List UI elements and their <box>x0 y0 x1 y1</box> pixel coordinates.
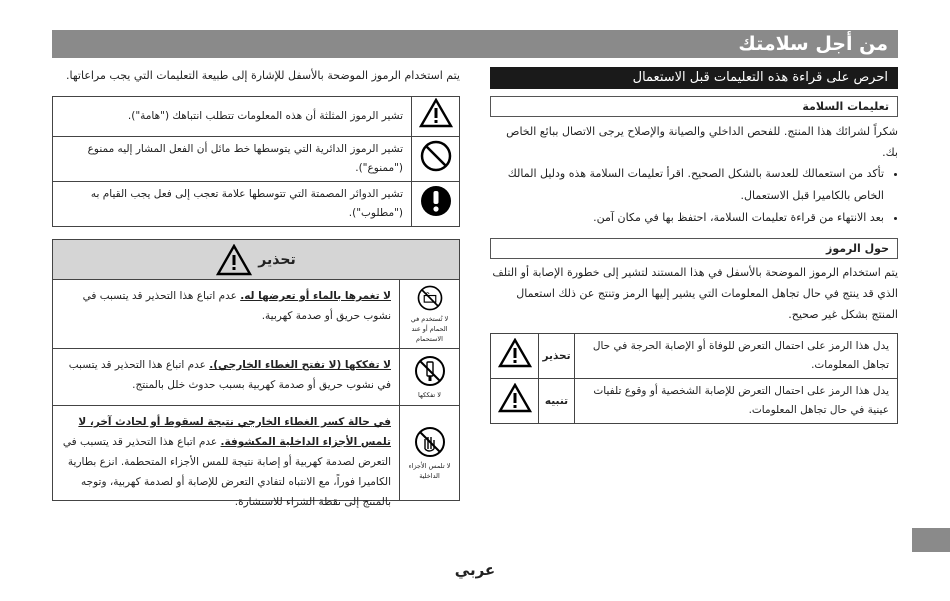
table-row <box>53 97 460 137</box>
table-row <box>491 334 898 379</box>
about-symbols-heading: حول الرموز <box>490 238 898 259</box>
icon-caption: لا تُستخدم في الحمام أو عند الاستحمام <box>410 315 449 343</box>
warning-icon-cell <box>399 280 459 348</box>
language-side-tab <box>912 528 950 552</box>
table-row <box>53 182 460 227</box>
page-title: من أجل سلامتك <box>52 30 898 58</box>
left-column <box>52 67 460 508</box>
safety-bullets <box>490 163 898 229</box>
symbol-description: تشير الرموز الدائرية التي يتوسطها خط مائل أن الفعل المشار إليه ممنوع ("ممنوع"). <box>53 137 412 182</box>
warning-title: تحذير <box>258 251 296 268</box>
warning-emphasis: لا تفككها (لا تفتح الغطاء الخارجي). <box>209 359 391 371</box>
warning-text <box>53 406 399 508</box>
warning-emphasis: في حالة كسر الغطاء الخارجي نتيجة لسقوط أو لحادث آخر، لا تلمس الأجزاء الداخلية المكشوفة. <box>78 416 391 448</box>
safety-intro: شكراً لشرائك هذا المنتج. للفحص الداخلي والصيانة والإصلاح يرجى الاتصال ببائع الخاص بك. <box>506 125 898 159</box>
no-touch-icon <box>413 425 447 459</box>
warning-body: عدم اتباع هذا التحذير قد يتسبب في التعرض لصدمة كهربية أو إصابة نتيجة للمس الأجزاء المتحطمة. انزع بطارية الكاميرا فوراً، مع الانتباه لتفادي التعرض للإصابة أو لصدمة كهربية، وتوجه بالمنتج إلى نقطة الشراء للاستشارة. <box>62 436 391 508</box>
warning-box <box>52 239 460 508</box>
warning-triangle-icon <box>216 244 252 276</box>
symbols-legend-intro: يتم استخدام الرموز الموضحة بالأسفل للإشارة إلى طبيعة التعليمات التي يجب مراعاتها. <box>65 69 460 82</box>
severity-table <box>490 333 898 424</box>
symbol-description: تشير الدوائر المصمتة التي تتوسطها علامة تعجب إلى فعل يجب القيام به ("مطلوب"). <box>53 182 412 227</box>
read-before-use-header: احرص على قراءة هذه التعليمات قبل الاستعمال <box>490 67 898 89</box>
safety-instructions-heading: تعليمات السلامة <box>490 96 898 117</box>
bullet-item: • بعد الانتهاء من قراءة تعليمات السلامة، احتفظ بها في مكان آمن. <box>490 207 884 229</box>
severity-text: يدل هذا الرمز على احتمال التعرض للإصابة الشخصية أو وقوع تلفيات عينية في حال تجاهل المعلومات. <box>575 379 898 424</box>
warning-icon-cell <box>399 406 459 500</box>
symbol-description: تشير الرموز المثلثة أن هذه المعلومات تتطلب انتباهك ("هامة"). <box>53 97 412 137</box>
warning-row <box>53 348 459 405</box>
mandatory-action-icon <box>412 182 460 227</box>
no-water-icon <box>413 284 447 312</box>
warning-row <box>53 280 459 348</box>
right-column <box>490 67 898 424</box>
severity-text: يدل هذا الرمز على احتمال التعرض للوفاة أو الإصابة الحرجة في حال تجاهل المعلومات. <box>575 334 898 379</box>
warning-header <box>53 240 459 280</box>
table-row <box>53 137 460 182</box>
no-disassembly-icon <box>413 354 447 388</box>
warning-body: عدم اتباع هذا التحذير قد يتسبب في نشوب حريق أو صدمة كهربية بسبب حدوث خلل بالمنتج. <box>68 359 391 391</box>
bullet-item: • تأكد من استعمالك للعدسة بالشكل الصحيح. اقرأ تعليمات السلامة هذه ودليل المالك الخاص بالكاميرا قبل الاستعمال. <box>490 163 884 207</box>
symbols-intro: يتم استخدام الرموز الموضحة بالأسفل في هذا المستند لتشير إلى خطورة الإصابة أو التلف الذي قد ينتج في حال تجاهل المعلومات التي يشير إليها الرمز وتنتج عن ذلك استعمال المنتج بشكل غير صحيح. <box>492 266 898 321</box>
severity-label: تنبيه <box>539 379 575 424</box>
warning-body: عدم اتباع هذا التحذير قد يتسبب في نشوب حريق أو صدمة كهربية. <box>82 290 391 322</box>
triangle-exclamation-icon <box>412 97 460 137</box>
caution-triangle-icon <box>491 379 539 424</box>
warning-triangle-icon <box>491 334 539 379</box>
language-footer: عربي <box>454 561 496 579</box>
warning-row <box>53 405 459 508</box>
severity-label: تحذير <box>539 334 575 379</box>
table-row <box>491 379 898 424</box>
warning-text <box>53 280 399 348</box>
prohibited-icon <box>412 137 460 182</box>
icon-caption: لا تلمس الأجزاء الداخلية <box>408 462 451 480</box>
warning-emphasis: لا تغمرها بالماء أو تعرضها له. <box>240 290 391 302</box>
symbol-types-table <box>52 96 460 227</box>
warning-icon-cell <box>399 349 459 405</box>
warning-text <box>53 349 399 405</box>
icon-caption: لا تفككها <box>417 391 442 399</box>
